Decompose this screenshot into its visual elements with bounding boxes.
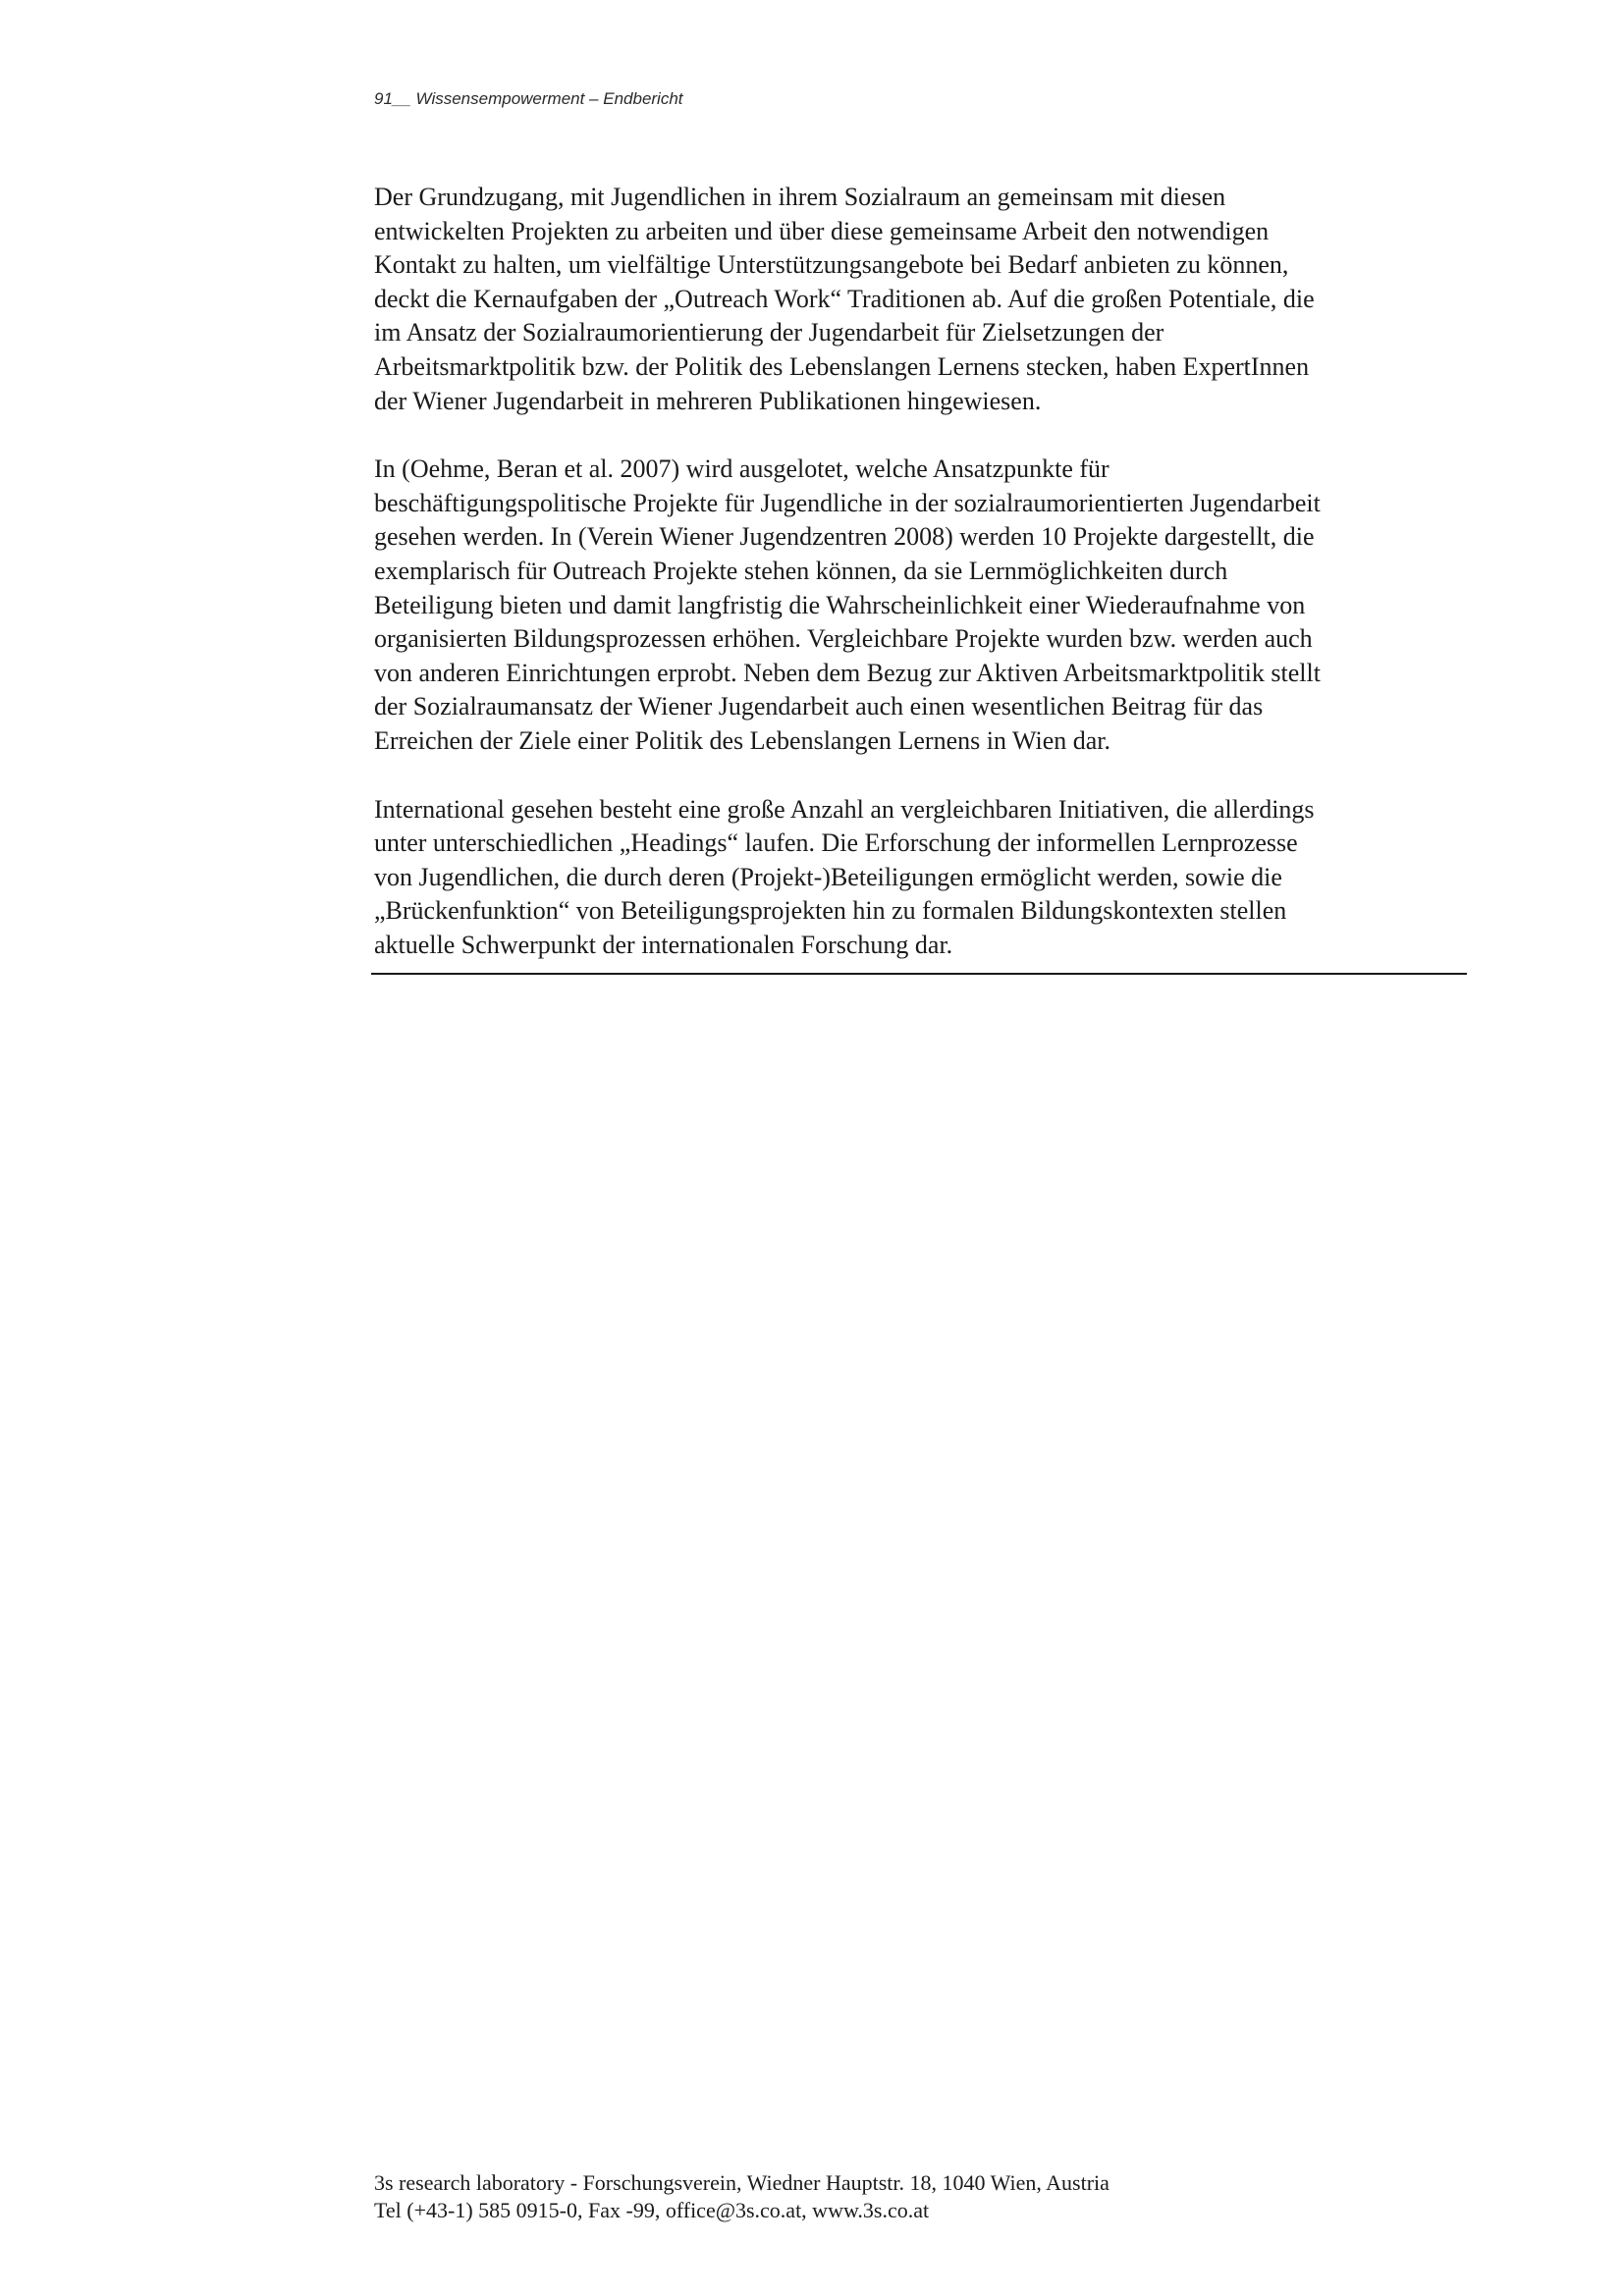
text-line: beschäftigungspolitische Projekte für Jugendliche in der sozialraumorientierten Jugendarbeit [374, 488, 1321, 517]
text-line: Kontakt zu halten, um vielfältige Unterstützungsangebote bei Bedarf anbieten zu können, [374, 250, 1289, 280]
text-line: von anderen Einrichtungen erprobt. Neben dem Bezug zur Aktiven Arbeitsmarktpolitik stellt [374, 658, 1321, 687]
text-line: Erreichen der Ziele einer Politik des Lebenslangen Lernens in Wien dar. [374, 725, 1111, 755]
text-line: der Sozialraumansatz der Wiener Jugendarbeit auch einen wesentlichen Beitrag für das [374, 692, 1264, 721]
text-line: organisierten Bildungsprozessen erhöhen. Vergleichbare Projekte wurden bzw. werden auch [374, 624, 1313, 654]
paragraph-1 [374, 181, 1464, 418]
text-line: gesehen werden. In (Verein Wiener Jugendzentren 2008) werden 10 Projekte dargestellt, die [374, 522, 1315, 552]
text-line: In (Oehme, Beran et al. 2007) wird ausgelotet, welche Ansatzpunkte für [374, 454, 1109, 484]
page-footer [374, 2169, 1109, 2224]
footer-address: 3s research laboratory - Forschungsverein, Wiedner Hauptstr. 18, 1040 Wien, Austria [374, 2170, 1109, 2195]
text-line: „Brückenfunktion“ von Beteiligungsprojekten hin zu formalen Bildungskontexten stellen [374, 896, 1287, 926]
text-line: entwickelten Projekten zu arbeiten und über diese gemeinsame Arbeit den notwendigen [374, 216, 1270, 245]
text-line: deckt die Kernaufgaben der „Outreach Work“ Traditionen ab. Auf die großen Potentiale, die [374, 284, 1315, 313]
text-line: Der Grundzugang, mit Jugendlichen in ihrem Sozialraum an gemeinsam mit diesen [374, 183, 1226, 211]
text-line: Arbeitsmarktpolitik bzw. der Politik des Lebenslangen Lernens stecken, haben ExpertInnen [374, 351, 1310, 381]
text-line: von Jugendlichen, die durch deren (Projekt-)Beteiligungen ermöglicht werden, sowie die [374, 862, 1282, 891]
paragraph-3 [374, 793, 1464, 963]
text-line: im Ansatz der Sozialraumorientierung der Jugendarbeit für Zielsetzungen der [374, 318, 1164, 347]
footer-contact: Tel (+43-1) 585 0915-0, Fax -99, office@3s.co.at, www.3s.co.at [374, 2198, 930, 2222]
text-line: aktuelle Schwerpunkt der internationalen Forschung dar. [374, 930, 953, 959]
body-text [374, 181, 1464, 962]
running-header: 91__ Wissensempowerment – Endbericht [374, 89, 683, 108]
text-line: unter unterschiedlichen „Headings“ laufen. Die Erforschung der informellen Lernprozesse [374, 828, 1298, 858]
paragraph-2 [374, 453, 1464, 758]
text-line: International gesehen besteht eine große Anzahl an vergleichbaren Initiativen, die allerdings [374, 794, 1315, 824]
text-line: Beteiligung bieten und damit langfristig die Wahrscheinlichkeit einer Wiederaufnahme von [374, 590, 1306, 619]
section-divider [371, 973, 1467, 975]
text-line: der Wiener Jugendarbeit in mehreren Publikationen hingewiesen. [374, 386, 1042, 415]
text-line: exemplarisch für Outreach Projekte stehen können, da sie Lernmöglichkeiten durch [374, 556, 1228, 585]
